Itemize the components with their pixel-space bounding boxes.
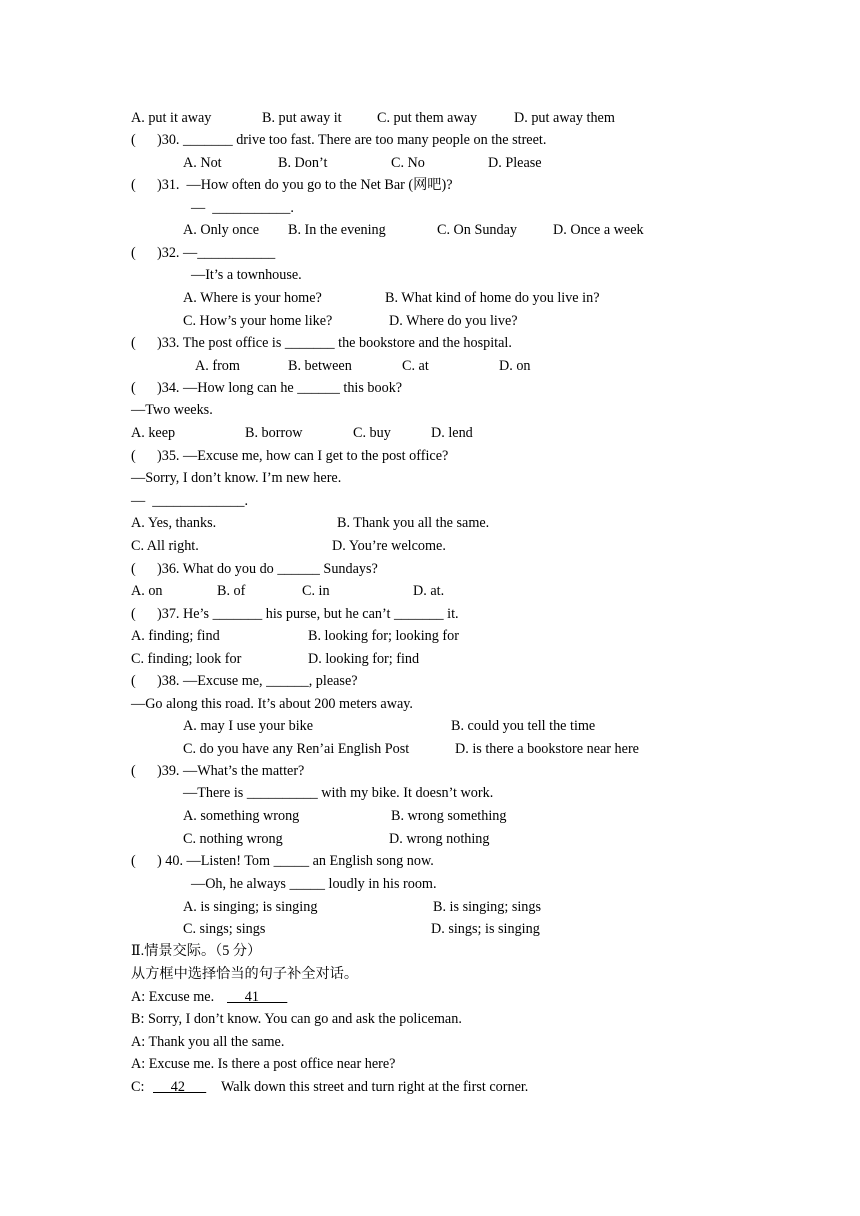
option-text: D. lend (431, 425, 473, 441)
text-line: B: Sorry, I don’t know. You can go and ask the policeman. (131, 1011, 462, 1027)
text-line: A. Not (183, 155, 222, 171)
option-text: D. Please (488, 155, 542, 171)
option-text: D. put away them (514, 110, 615, 126)
text-line: —Sorry, I don’t know. I’m new here. (131, 470, 342, 486)
option-text: B. put away it (262, 110, 342, 126)
text-line: Ⅱ.情景交际。（5 分） (131, 943, 262, 959)
text-line: ( )30. _______ drive too fast. There are too many people on the street. (131, 132, 547, 148)
option-text: C. in (302, 583, 330, 599)
text-line: —There is __________ with my bike. It doesn’t work. (183, 785, 494, 801)
text-line: A. Only once (183, 222, 260, 238)
option-text: C. put them away (377, 110, 478, 126)
text-line: A: Excuse me. Is there a post office near here? (131, 1056, 396, 1072)
text-line: C. How’s your home like? (183, 313, 333, 329)
option-text: D. Once a week (553, 222, 644, 238)
text-line: A: Excuse me. (131, 989, 222, 1005)
option-text: D. at. (413, 583, 445, 599)
option-text: D. Where do you live? (389, 313, 518, 329)
text-line: —Two weeks. (131, 402, 213, 418)
text-line: — ___________. (191, 200, 294, 216)
text-line: —Go along this road. It’s about 200 meters away. (131, 696, 413, 712)
text-line: A. Where is your home? (183, 290, 322, 306)
text-line: A: Thank you all the same. (131, 1034, 285, 1050)
option-text: D. on (499, 358, 531, 374)
text-line: A. is singing; is singing (183, 899, 318, 915)
text-line: C. finding; look for (131, 651, 242, 667)
text-line: C. All right. (131, 538, 199, 554)
option-text: D. You’re welcome. (332, 538, 446, 554)
text-line: ( )36. What do you do ______ Sundays? (131, 561, 378, 577)
text-line: A. finding; find (131, 628, 220, 644)
option-text: D. sings; is singing (431, 921, 540, 937)
text-line: A. something wrong (183, 808, 300, 824)
text-line: ( )32. —___________ (131, 245, 276, 261)
option-text: B. wrong something (391, 808, 507, 824)
option-text: D. looking for; find (308, 651, 420, 667)
option-text: B. Don’t (278, 155, 328, 171)
text-line: A. on (131, 583, 163, 599)
text-line: C: (131, 1079, 152, 1095)
option-text: B. Thank you all the same. (337, 515, 490, 531)
text-line: A. Yes, thanks. (131, 515, 217, 531)
option-text: C. buy (353, 425, 391, 441)
option-text: B. between (288, 358, 352, 374)
option-text: D. wrong nothing (389, 831, 490, 847)
option-text: D. is there a bookstore near here (455, 741, 639, 757)
option-text: B. of (217, 583, 246, 599)
answer-blank: 41 (227, 989, 288, 1005)
text-line: — _____________. (131, 493, 249, 509)
text-line: ( )35. —Excuse me, how can I get to the post office? (131, 448, 449, 464)
text-line: A. keep (131, 425, 176, 441)
answer-blank: 42 (153, 1079, 207, 1095)
text-line: A. may I use your bike (183, 718, 314, 734)
text-line: ( )31. —How often do you go to the Net Bar (网吧)? (131, 177, 453, 193)
option-text: B. In the evening (288, 222, 386, 238)
text-line: ( )38. —Excuse me, ______, please? (131, 673, 358, 689)
text-line: C. do you have any Ren’ai English Post (183, 741, 410, 757)
text-line: ( )39. —What’s the matter? (131, 763, 305, 779)
text-line: C. nothing wrong (183, 831, 283, 847)
text-line: A. put it away (131, 110, 212, 126)
option-text: B. could you tell the time (451, 718, 596, 734)
option-text: C. No (391, 155, 425, 171)
text-line: ( )34. —How long can he ______ this book? (131, 380, 403, 396)
text-line: ( )37. He’s _______ his purse, but he can’t _______ it. (131, 606, 459, 622)
text-line: —It’s a townhouse. (191, 267, 302, 283)
text-line: C. sings; sings (183, 921, 266, 937)
text-line: A. from (195, 358, 240, 374)
option-text: C. at (402, 358, 429, 374)
text-line: 从方框中选择恰当的句子补全对话。 (131, 966, 359, 982)
option-text: C. On Sunday (437, 222, 518, 238)
option-text: B. What kind of home do you live in? (385, 290, 600, 306)
text-line: ( ) 40. —Listen! Tom _____ an English song now. (131, 853, 434, 869)
option-text: B. borrow (245, 425, 303, 441)
text-line: ( )33. The post office is _______ the bookstore and the hospital. (131, 335, 512, 351)
option-text: Walk down this street and turn right at the first corner. (221, 1079, 529, 1095)
option-text: B. is singing; sings (433, 899, 542, 915)
text-line: —Oh, he always _____ loudly in his room. (191, 876, 437, 892)
option-text: B. looking for; looking for (308, 628, 459, 644)
